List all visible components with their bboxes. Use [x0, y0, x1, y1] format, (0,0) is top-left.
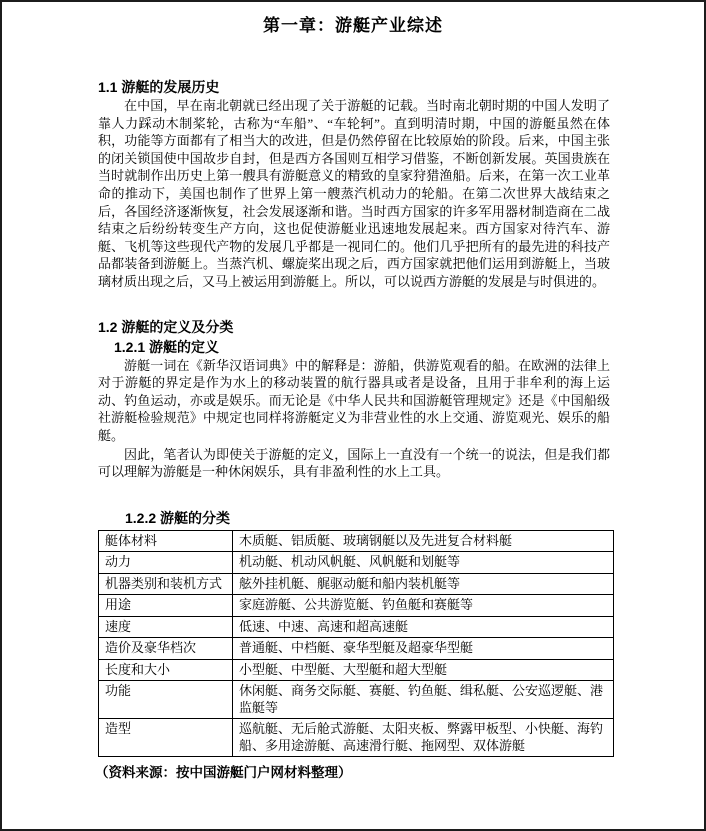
row-value: 机动艇、机动风帆艇、风帆艇和划艇等 [233, 552, 614, 574]
row-value: 舷外挂机艇、艉驱动艇和船内装机艇等 [233, 573, 614, 595]
row-label: 艇体材料 [99, 530, 233, 552]
paragraph-history: 在中国，早在南北朝就已经出现了关于游艇的记载。当时南北朝时期的中国人发明了靠人力踩动木制桨轮，古称为“车船”、“车轮轲”。直到明清时期，中国的游艇虽然在体积，功能等方面都有了相当大的改进，但是仍然停留在比较原始的阶段。后来，中国主张的闭关锁国使中国故步自封，但是西方各国则互相学习借鉴，不断创新发展。英国贵族在当时就制作出历史上第一艘具有游艇意义的精致的皇家狩猎渔船。后来，在第一次工业革命的推动下，美国也制作了世界上第一艘蒸汽机动力的轮船。在第二次世界大战结束之后，各国经济逐渐恢复，社会发展逐渐和谐。当时西方国家的许多军用器材制造商在二战结束之后纷纷转变生产方向，这也促使游艇业迅速地发展起来。西方国家对待汽车、游艇、飞机等这些现代产物的发展几乎都是一视同仁的。他们几乎把所有的最先进的科技产品都装备到游艇上。当蒸汽机、螺旋桨出现之后，西方国家就把他们运用到游艇上，当玻璃材质出现之后，又马上被运用到游艇上。所以，可以说西方游艇的发展是与时俱进的。 [98, 98, 610, 289]
row-value: 家庭游艇、公共游览艇、钓鱼艇和赛艇等 [233, 595, 614, 617]
paragraph-definition-1: 游艇一词在《新华汉语词典》中的解释是：游船，供游览观看的船。在欧洲的法律上对于游艇的界定是作为水上的移动装置的航行器具或者是设备，且用于非牟利的海上运动、钓鱼运动，亦或是娱乐。而无论是《中华人民共和国游艇管理规定》还是《中国船级社游艇检验规范》中规定也同样将游艇定义为非营业性的水上交通、游览观光、娱乐的船艇。 [98, 357, 610, 443]
row-label: 造价及豪华档次 [99, 638, 233, 660]
row-value: 木质艇、铝质艇、玻璃钢艇以及先进复合材料艇 [233, 530, 614, 552]
document-body [95, 78, 610, 781]
table-row [99, 638, 614, 660]
paragraph-definition-2: 因此，笔者认为即使关于游艇的定义，国际上一直没有一个统一的说法，但是我们都可以理解为游艇是一种休闲娱乐，具有非盈利性的水上工具。 [98, 446, 610, 480]
row-value: 普通艇、中档艇、豪华型艇及超豪华型艇 [233, 638, 614, 660]
table-row [99, 616, 614, 638]
row-value: 休闲艇、商务交际艇、赛艇、钓鱼艇、缉私艇、公安巡逻艇、港监艇等 [233, 681, 614, 719]
heading-1-2-1: 1.2.1 游艇的定义 [114, 338, 220, 355]
table-row [99, 552, 614, 574]
row-label: 用途 [99, 595, 233, 617]
source-note: （资料来源：按中国游艇门户网材料整理） [95, 765, 352, 781]
heading-1-2-2: 1.2.2 游艇的分类 [125, 509, 231, 526]
row-label: 长度和大小 [99, 659, 233, 681]
table-row [99, 530, 614, 552]
row-label: 速度 [99, 616, 233, 638]
row-label: 功能 [99, 681, 233, 719]
row-value: 小型艇、中型艇、大型艇和超大型艇 [233, 659, 614, 681]
heading-1-1: 1.1 游艇的发展历史 [98, 79, 220, 95]
row-label: 造型 [99, 719, 233, 757]
chapter-title: 第一章：游艇产业综述 [263, 16, 443, 35]
table-row [99, 719, 614, 757]
row-label: 机器类别和装机方式 [99, 573, 233, 595]
heading-1-2: 1.2 游艇的定义及分类 [98, 318, 234, 335]
table-row [99, 573, 614, 595]
table-row [99, 595, 614, 617]
row-value: 低速、中速、高速和超高速艇 [233, 616, 614, 638]
row-label: 动力 [99, 552, 233, 574]
row-value: 巡航艇、无后舱式游艇、太阳夹板、弊露甲板型、小快艇、海钓船、多用途游艇、高速滑行艇、拖网型、双体游艇 [233, 719, 614, 757]
table-row [99, 659, 614, 681]
table-row [99, 681, 614, 719]
yacht-classification-table [98, 530, 614, 758]
